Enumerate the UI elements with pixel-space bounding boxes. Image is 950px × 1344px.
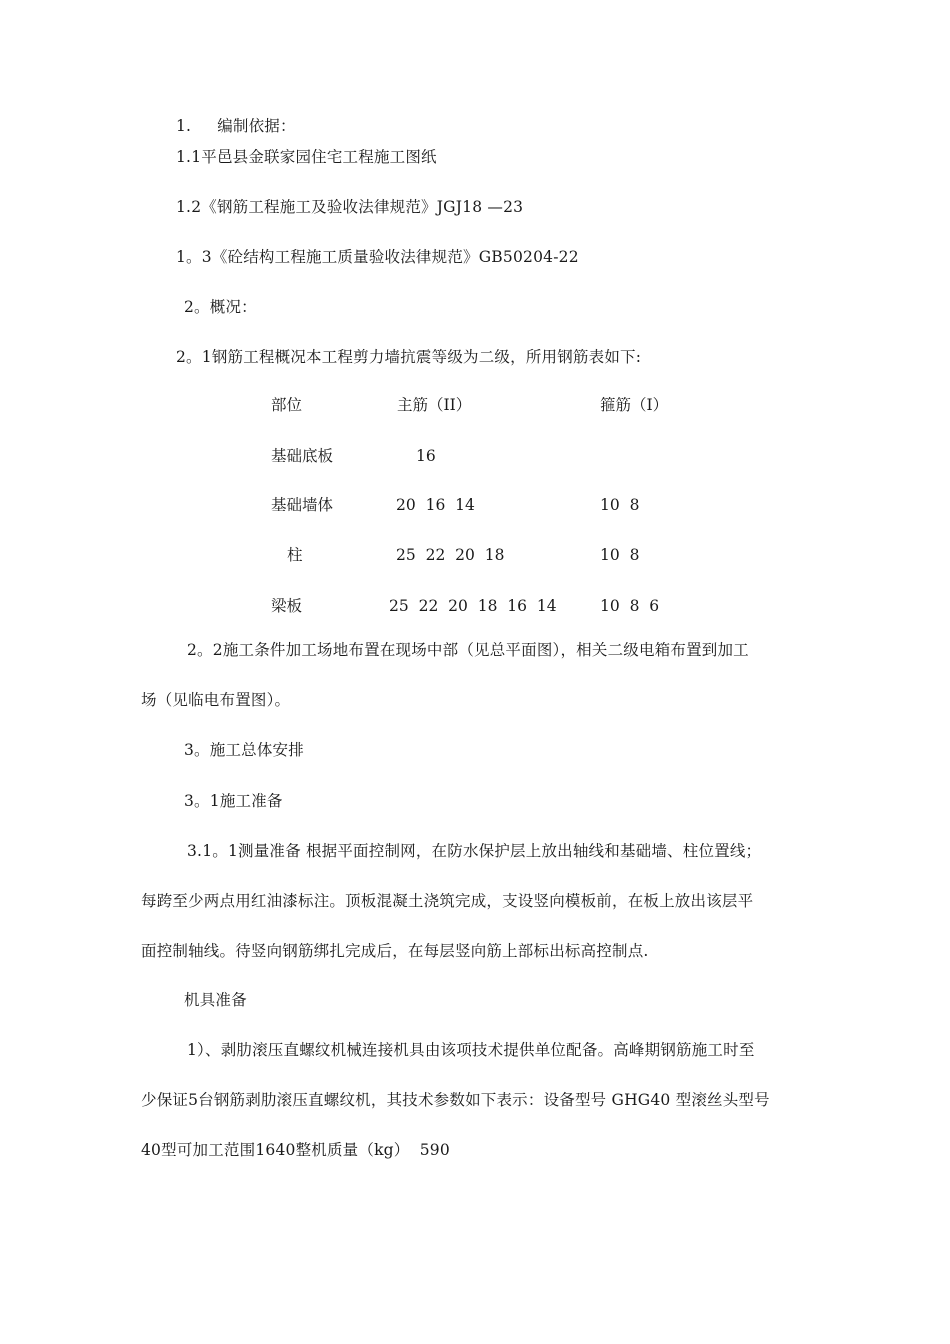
paragraph-3-1-1-line-1: 3.1。1测量准备 根据平面控制网，在防水保护层上放出轴线和基础墙、柱位置线； (187, 842, 762, 860)
section-1-heading (176, 116, 296, 136)
table-row-4-part: 梁板 (271, 597, 303, 615)
table-row-3-stirrup: 10 8 (600, 546, 640, 564)
table-header-stirrup: 箍筋（I） (600, 396, 669, 414)
paragraph-3-1-1-line-3: 面控制轴线。待竖向钢筋绑扎完成后，在每层竖向筋上部标出标高控制点. (141, 942, 649, 960)
section-1-number: 1. (176, 117, 192, 135)
table-row-1-main: 16 (416, 447, 436, 465)
basis-item-2: 1.2《钢筋工程施工及验收法律规范》JGJ18 —23 (176, 198, 524, 216)
paragraph-3-1-1-line-2: 每跨至少两点用红油漆标注。顶板混凝土浇筑完成，支设竖向模板前，在板上放出该层平 (141, 892, 754, 910)
paragraph-2-2-line-1: 2。2施工条件加工场地布置在现场中部（见总平面图），相关二级电箱布置到加工 (187, 641, 749, 659)
section-1-title: 编制依据： (217, 117, 296, 135)
paragraph-tools-line-2: 少保证5台钢筋剥肋滚压直螺纹机，其技术参数如下表示：设备型号 GHG40 型滚丝头型号 (141, 1091, 770, 1109)
tools-heading: 机具准备 (184, 991, 247, 1009)
table-header-part: 部位 (271, 396, 303, 414)
basis-item-3: 1。3《砼结构工程施工质量验收法律规范》GB50204-22 (176, 248, 579, 266)
section-3-heading: 3。施工总体安排 (184, 741, 304, 759)
table-header-main: 主筋（II） (397, 396, 472, 414)
paragraph-2-2-line-2: 场（见临电布置图）。 (141, 691, 291, 709)
basis-item-1: 1.1平邑县金联家园住宅工程施工图纸 (176, 148, 437, 166)
table-row-2-stirrup: 10 8 (600, 496, 640, 514)
paragraph-tools-line-1: 1）、剥肋滚压直螺纹机械连接机具由该项技术提供单位配备。高峰期钢筋施工时至 (187, 1041, 755, 1059)
table-row-3-part: 柱 (287, 546, 303, 564)
table-row-2-main: 20 16 14 (396, 496, 475, 514)
table-row-4-main: 25 22 20 18 16 14 (389, 597, 557, 615)
table-row-1-part: 基础底板 (271, 447, 334, 465)
table-row-3-main: 25 22 20 18 (396, 546, 505, 564)
table-row-4-stirrup: 10 8 6 (600, 597, 660, 615)
paragraph-tools-line-3: 40型可加工范围1640整机质量（kg） 590 (141, 1141, 450, 1159)
paragraph-2-1: 2。1钢筋工程概况本工程剪力墙抗震等级为二级，所用钢筋表如下: (176, 348, 642, 366)
section-2-heading: 2。概况： (184, 298, 257, 316)
section-3-1-heading: 3。1施工准备 (184, 792, 283, 810)
table-row-2-part: 基础墙体 (271, 496, 334, 514)
